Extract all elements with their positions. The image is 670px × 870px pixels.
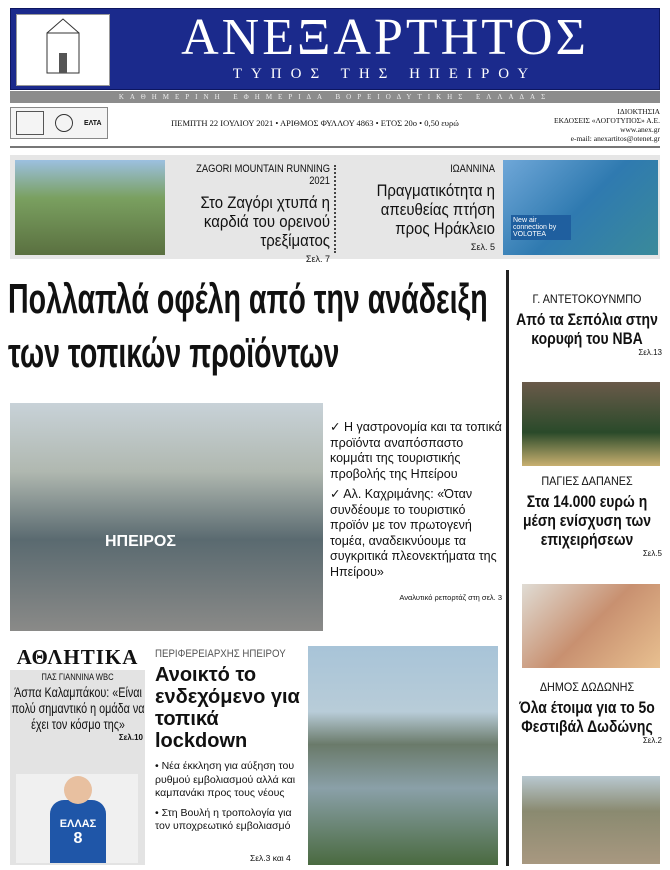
airline-ad-image [503,160,658,255]
teaser-zagori[interactable] [170,163,330,264]
mountain-running-photo [15,160,165,255]
player-head [64,776,92,804]
story-title: Όλα έτοιμα για το 5ο Φεστιβάλ Δωδώνης [519,698,655,736]
sports-story[interactable] [12,672,143,742]
owner-info [510,107,660,143]
story-title: Άσπα Καλαμπάκου: «Είναι πολύ σημαντικό η ομάδα να έχει τον κόσμο της» [10,685,144,732]
bullet: ✓ Αλ. Καχριμάνης: «Όταν συνδέουμε το τουριστικό προϊόν με τον πρωτογενή τομέα, αναδεικνύουμε τα συγκριτικά πλεονεκτήματα της Ηπείρου» [330,487,497,579]
story-kicker: ΔΗΜΟΣ ΔΩΔΩΝΗΣ [539,680,635,694]
page-ref: Σελ.3 και 4 [250,853,291,863]
newspaper-subtitle: ΤΥΠΟΣ ΤΗΣ ΗΠΕΙΡΟΥ [232,66,538,82]
bullet: ✓ Η γαστρονομία και τα τοπικά προϊόντα αναπόσπαστο κομμάτι της τουριστικής προβολής της Ηπείρου [330,420,502,481]
website[interactable]: www.anex.gr [620,125,660,134]
issue-info: ΠΕΜΠΤΗ 22 ΙΟΥΛΙΟΥ 2021 • ΑΡΙΘΜΟΣ ΦΥΛΛΟΥ 4863 • ΕΤΟΣ 20ο • 0,50 ευρώ [171,118,459,128]
elta-logo: ΕΛΤΑ [83,119,102,127]
bullet: • Στη Βουλή η τροπολογία για τον υποχρεωτικό εμβολιασμό [155,806,292,832]
truck-sign: ΗΠΕΙΡΟΣ [105,533,176,550]
story-kicker: Γ. ΑΝΤΕΤΟΚΟΥΝΜΠΟ [532,292,642,306]
story-title: Στα 14.000 ευρώ η μέση ενίσχυση των επιχειρήσεων [523,492,651,549]
story-title: Ανοικτό το ενδεχόμενο για τοπικά lockdown [155,664,300,752]
owner-label: ΙΔΙΟΚΤΗΣΙΑ [617,107,660,116]
email[interactable]: e-mail: anexartitos@otenet.gr [570,134,660,143]
column-divider [506,270,509,866]
ad-text: New air connection by VOLOTEA [511,215,571,240]
calculator-photo [522,584,660,668]
dotted-divider [334,165,336,253]
report-ref: Αναλυτικό ρεπορτάζ στη σελ. 3 [399,593,502,602]
ioannina-lake-photo [308,646,498,865]
main-bullets [330,420,502,606]
page-ref: Σελ. 5 [470,242,495,252]
lockdown-story[interactable] [155,648,305,840]
main-headline: Πολλαπλά οφέλη από την ανάδειξη των τοπικών προϊόντων [8,275,488,376]
food-truck-photo [10,403,323,631]
story-kicker: ΠΕΡΙΦΕΡΕΙΑΡΧΗΣ ΗΠΕΙΡΟΥ [155,648,286,660]
teaser-kicker: ZAGORI MOUNTAIN RUNNING 2021 [196,163,330,187]
page-ref: Σελ.5 [642,549,662,558]
teaser-title: Στο Ζαγόρι χτυπά η καρδιά του ορεινού τρεξίματος [200,193,330,250]
player-photo [16,774,138,863]
postage-badges [10,107,108,139]
divider [10,146,660,148]
jersey-text: ΕΛΛΑΣ [59,818,97,830]
nba-photo [522,382,660,466]
sports-section-title: ΑΘΛΗΤΙΚΑ [10,645,145,670]
story-expenses[interactable] [512,474,662,558]
story-title: Από τα Σεπόλια στην κορυφή του NBA [516,310,658,348]
teaser-kicker: ΙΩΑΝΝΙΝΑ [450,163,495,175]
publisher: ΕΚΔΟΣΕΙΣ «ΛΟΓΟΤΥΠΟΣ» Α.Ε. [554,116,660,125]
story-dodoni[interactable] [512,680,662,745]
bullet: • Νέα έκκληση για αύξηση του ρυθμού εμβολιασμού αλλά και καμπανάκι προς τους νέους [155,760,296,799]
story-kicker: ΠΑΣ ΓΙΑΝΝΙΝΑ WBC [41,672,114,682]
page-ref: Σελ.2 [642,736,662,745]
logo-image [16,14,110,86]
story-kicker: ΠΑΓΙΕΣ ΔΑΠΑΝΕΣ [541,474,633,488]
jersey [50,800,106,863]
page-ref: Σελ.10 [118,733,143,742]
jersey-number: 8 [73,830,83,847]
newspaper-title: ΑΝΕΞΑΡΤΗΤΟΣ [181,9,589,66]
theatre-photo [522,776,660,864]
strapline: ΚΑΘΗΜΕΡΙΝΗ ΕΦΗΜΕΡΙΔΑ ΒΟΡΕΙΟΔΥΤΙΚΗΣ ΕΛΛΑΔΑΣ [10,91,660,103]
teaser-title: Πραγματικότητα η απευθείας πτήση προς Ηράκλειο [376,181,495,238]
page-ref: Σελ.13 [638,348,662,357]
teaser-flight[interactable] [345,163,495,252]
story-antetokounmpo[interactable] [512,292,662,357]
page-ref: Σελ. 7 [305,254,330,264]
